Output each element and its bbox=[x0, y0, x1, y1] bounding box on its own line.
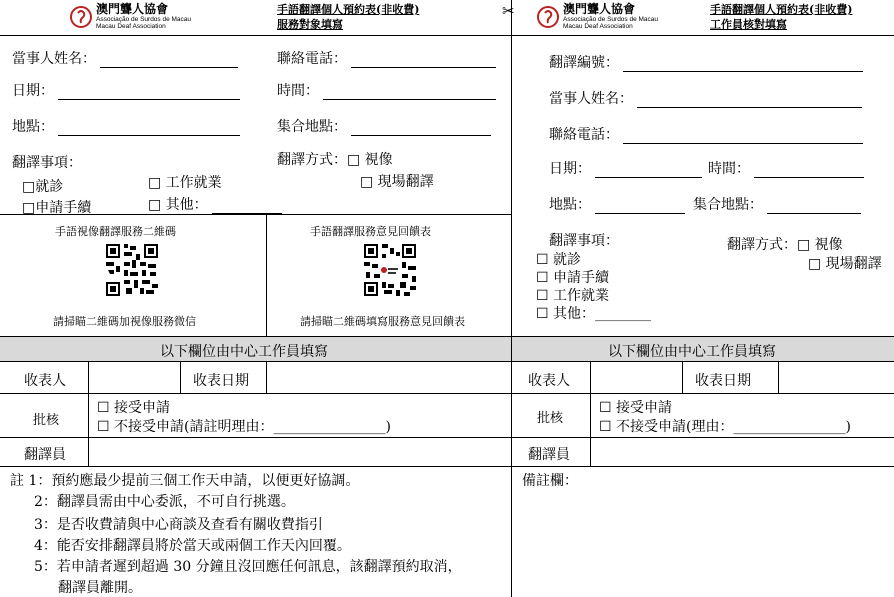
time-field-right[interactable]: 時間： bbox=[708, 158, 864, 178]
logo-name-en: Macau Deaf Association bbox=[96, 23, 166, 30]
item-medical-checkbox[interactable]: □就診 bbox=[22, 179, 64, 195]
time-field[interactable]: 時間： bbox=[277, 80, 496, 100]
ear-logo-icon bbox=[70, 5, 92, 29]
staff-section-header: 以下欄位由中心工作員填寫 bbox=[160, 344, 328, 360]
qr-code-feedback[interactable] bbox=[362, 242, 418, 298]
remarks-label: 備註欄： bbox=[522, 473, 578, 489]
association-logo bbox=[70, 3, 191, 30]
logo-name-zh: 澳門聾人協會 bbox=[563, 2, 636, 16]
item-employment-checkbox-right[interactable]: ☐ 工作就業 bbox=[536, 288, 610, 304]
note-5-cont: 翻譯員離開。 bbox=[58, 580, 142, 596]
qr-code-video[interactable] bbox=[104, 242, 160, 298]
reject-checkbox[interactable]: ☐ 不接受申請(請註明理由：________________) bbox=[97, 419, 391, 435]
logo-name-pt: Associação de Surdos de Macau bbox=[96, 16, 192, 23]
staff-section-header-right: 以下欄位由中心工作員填寫 bbox=[608, 344, 776, 360]
form-title: 手語翻譯個人預約表(非收費) bbox=[277, 3, 420, 16]
mode-onsite-checkbox-right[interactable]: □ 現場翻譯 bbox=[808, 256, 882, 272]
reject-checkbox-right[interactable]: ☐ 不接受申請(理由：________________) bbox=[599, 419, 851, 435]
logo-name-en: Macau Deaf Association bbox=[563, 23, 633, 30]
qr-feedback-caption: 請掃瞄二維碼填寫服務意見回饋表 bbox=[300, 315, 465, 328]
staff-form-panel bbox=[511, 0, 894, 597]
receiver-label-right: 收表人 bbox=[528, 373, 570, 389]
items-label: 翻譯事項： bbox=[12, 155, 82, 171]
scissors-icon: ✂ bbox=[502, 2, 515, 20]
item-other-checkbox-right[interactable]: ☐ 其他：________ bbox=[536, 306, 652, 322]
form-title-right: 手語翻譯個人預約表(非收費) bbox=[710, 3, 853, 16]
qr-video-caption: 請掃瞄二維碼加視像服務微信 bbox=[53, 315, 196, 328]
phone-field[interactable]: 聯絡電話： bbox=[277, 48, 496, 68]
approval-label-right: 批核 bbox=[537, 411, 564, 426]
note-4: 4：能否安排翻譯員將於當天或兩個工作天內回覆。 bbox=[34, 538, 351, 554]
form-subtitle-right: 工作員核對填寫 bbox=[710, 18, 787, 31]
ear-logo-icon bbox=[537, 5, 559, 29]
date-field-right[interactable]: 日期： bbox=[549, 158, 702, 178]
client-name-field-right[interactable]: 當事人姓名： bbox=[549, 88, 862, 108]
logo-name-zh: 澳門聾人協會 bbox=[96, 2, 169, 16]
number-field[interactable]: 翻譯編號： bbox=[549, 52, 863, 72]
qr-feedback-title: 手語翻譯服務意見回饋表 bbox=[310, 225, 431, 238]
mode-onsite-checkbox[interactable]: □ 現場翻譯 bbox=[360, 174, 434, 190]
receive-date-label: 收表日期 bbox=[193, 373, 249, 389]
item-other-checkbox[interactable]: □ 其他： bbox=[148, 194, 282, 214]
receiver-label: 收表人 bbox=[24, 373, 66, 389]
item-application-checkbox[interactable]: □申請手續 bbox=[22, 200, 92, 216]
logo-name-pt: Associação de Surdos de Macau bbox=[563, 16, 659, 23]
mode-video-checkbox-right[interactable]: 翻譯方式：□ 視像 bbox=[727, 237, 843, 253]
note-3: 3：是否收費請與中心商談及查看有關收費指引 bbox=[34, 517, 323, 533]
meeting-place-field[interactable]: 集合地點： bbox=[277, 116, 491, 136]
interpreter-label: 翻譯員 bbox=[24, 447, 66, 463]
location-field-right[interactable]: 地點： bbox=[549, 194, 685, 214]
client-name-field[interactable]: 當事人姓名： bbox=[12, 48, 238, 68]
interpreter-label-right: 翻譯員 bbox=[528, 447, 570, 463]
date-field[interactable]: 日期： bbox=[12, 80, 240, 100]
meeting-place-field-right[interactable]: 集合地點： bbox=[693, 194, 861, 214]
association-logo-right bbox=[537, 3, 658, 30]
form-subtitle: 服務對象填寫 bbox=[277, 18, 343, 31]
phone-field-right[interactable]: 聯絡電話： bbox=[549, 124, 863, 144]
mode-video-checkbox[interactable]: 翻譯方式：□ 視像 bbox=[277, 152, 393, 168]
item-medical-checkbox-right[interactable]: ☐ 就診 bbox=[536, 252, 582, 268]
accept-checkbox[interactable]: ☐ 接受申請 bbox=[97, 400, 171, 416]
accept-checkbox-right[interactable]: ☐ 接受申請 bbox=[599, 400, 673, 416]
items-label-right: 翻譯事項： bbox=[549, 233, 619, 249]
note-5: 5：若申請者遲到超過 30 分鐘且沒回應任何訊息，該翻譯預約取消， bbox=[34, 559, 462, 575]
receive-date-label-right: 收表日期 bbox=[695, 373, 751, 389]
approval-label: 批核 bbox=[33, 413, 60, 428]
item-employment-checkbox[interactable]: □ 工作就業 bbox=[148, 175, 222, 191]
note-1: 註 1：預約應最少提前三個工作天申請，以便更好協調。 bbox=[10, 473, 360, 489]
item-application-checkbox-right[interactable]: ☐ 申請手續 bbox=[536, 270, 610, 286]
note-2: 2：翻譯員需由中心委派，不可自行挑選。 bbox=[34, 494, 295, 510]
qr-video-title: 手語視像翻譯服務二維碼 bbox=[55, 225, 176, 238]
location-field[interactable]: 地點： bbox=[12, 116, 240, 136]
